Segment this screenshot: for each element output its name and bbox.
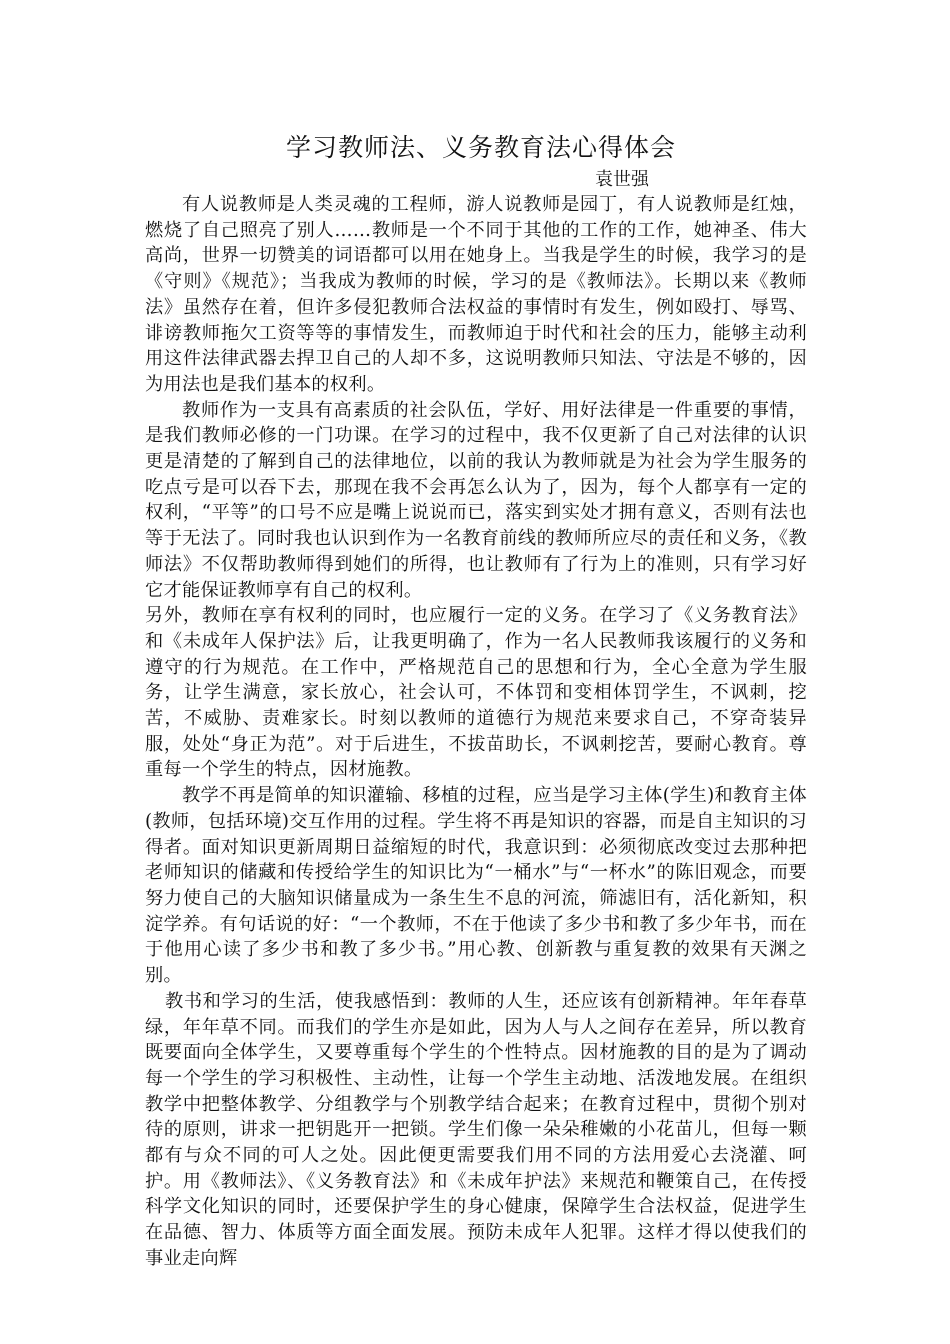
paragraph-5: 教书和学习的生活，使我感悟到：教师的人生，还应该有创新精神。年年春草绿，年年草不同。而我们的学生亦是如此，因为人与人之间存在差异，所以教育既要面向全体学生，又要尊重每个学生的个性特点。因材施教的目的是为了调动每一个学生的学习积极性、主动性，让每一个学生主动地、活泼地发展。在组织教学中把整体教学、分组教学与个别教学结合起来；在教育过程中，贯彻个别对待的原则，讲求一把钥匙开一把锁。学生们像一朵朵稚嫩的小花苗儿，但每一颗都有与众不同的可人之处。因此便更需要我们用不同的方法用爱心去浇灌、呵护。用《教师法》、《义务教育法》和《未成年护法》来规范和鞭策自己，在传授科学文化知识的同时，还要保护学生的身心健康，保障学生合法权益，促进学生在品德、智力、体质等方面全面发展。预防未成年人犯罪。这样才得以使我们的事业走向辉	[145, 990, 807, 1269]
paragraph-1: 有人说教师是人类灵魂的工程师，游人说教师是园丁，有人说教师是红烛，燃烧了自己照亮了别人……教师是一个不同于其他的工作的工作，她神圣、伟大高尚，世界一切赞美的词语都可以用在她身上。当我是学生的时候，我学习的是《守则》《规范》；当我成为教师的时候，学习的是《教师法》。长期以来《教师法》虽然存在着，但许多侵犯教师合法权益的事情时有发生，例如殴打、辱骂、诽谤教师拖欠工资等等的事情发生，而教师迫于时代和社会的压力，能够主动利用这件法律武器去捍卫自己的人却不多，这说明教师只知法、守法是不够的，因为用法也是我们基本的权利。	[145, 194, 807, 395]
paragraph-4: 教学不再是简单的知识灌输、移植的过程，应当是学习主体(学生)和教育主体(教师，包括环境)交互作用的过程。学生将不再是知识的容器，而是自主知识的习得者。面对知识更新周期日益缩短的时代，我意识到：必须彻底改变过去那种把老师知识的储藏和传授给学生的知识比为“一桶水”与“一杯水”的陈旧观念，而要努力使自己的大脑知识储量成为一条生生不息的河流，筛滤旧有，活化新知，积淀学养。有句话说的好：“一个教师，不在于他读了多少书和教了多少年书，而在于他用心读了多少书和教了多少书。”用心教、创新教与重复教的效果有天渊之别。	[145, 785, 807, 987]
paragraph-3: 另外，教师在享有权利的同时，也应履行一定的义务。在学习了《义务教育法》和《未成年人保护法》后，让我更明确了，作为一名人民教师我该履行的义务和遵守的行为规范。在工作中，严格规范自己的思想和行为，全心全意为学生服务，让学生满意，家长放心，社会认可，不体罚和变相体罚学生，不讽刺，挖苦，不威胁、责难家长。时刻以教师的道德行为规范来要求自己，不穿奇装异服，处处“身正为范”。对于后进生，不拔苗助长，不讽刺挖苦，要耐心教育。尊重每一个学生的特点，因材施教。	[145, 605, 807, 781]
document-title: 学习教师法、义务教育法心得体会	[285, 133, 676, 162]
document-author: 袁世强	[595, 169, 649, 190]
document-page	[145, 128, 807, 1272]
paragraph-2: 教师作为一支具有高素质的社会队伍，学好、用好法律是一件重要的事情，是我们教师必修的一门功课。在学习的过程中，我不仅更新了自己对法律的认识更是清楚的了解到自己的法律地位，以前的我认为教师就是为社会为学生服务的吃点亏是可以吞下去，那现在我不会再怎么认为了，因为，每个人都享有一定的权利，“平等”的口号不应是嘴上说说而已，落实到实处才拥有意义，否则有法也等于无法了。同时我也认识到作为一名教育前线的教师所应尽的责任和义务，《教师法》不仅帮助教师得到她们的所得，也让教师有了行为上的准则，只有学习好它才能保证教师享有自己的权利。	[145, 399, 807, 601]
